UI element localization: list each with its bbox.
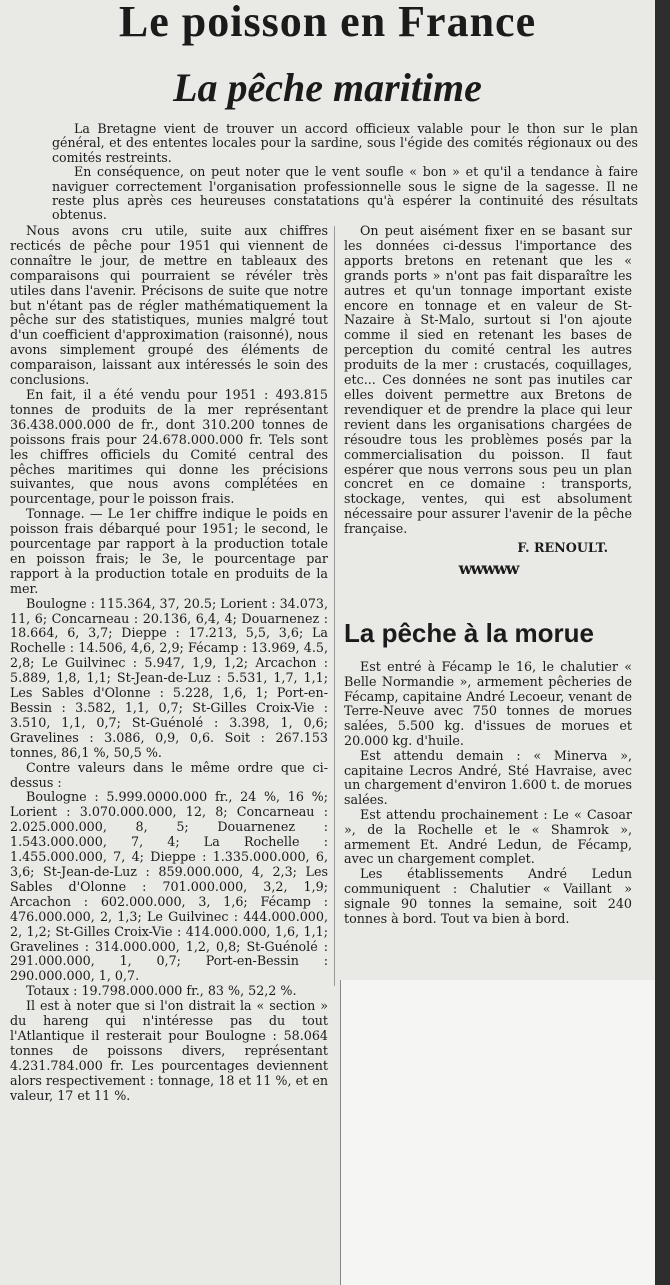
intro-paragraph: La Bretagne vient de trouver un accord officieux valable pour le thon sur le plan général, et des ententes locales pour la sardine, sous l'égide des comités régionaux ou des comités restreints. <box>52 121 638 165</box>
column-right <box>344 224 632 577</box>
paragraph: Contre valeurs dans le même ordre que ci-dessus : <box>10 759 328 790</box>
intro-paragraph: En conséquence, on peut noter que le vent soufle « bon » et qu'il a tendance à faire naviguer correctement l'organisation professionnelle sous le signe de la sagesse. Il ne reste plus après ces heureuses constatations qu'à espérer la continuité des résultats obtenus. <box>52 164 638 223</box>
separator-ornament: wwwww <box>458 558 518 578</box>
subheadline: La pêche maritime <box>173 65 482 110</box>
paragraph: Est attendu demain : « Minerva », capitaine Lecros André, Sté Havraise, avec un chargement d'environ 1.600 t. de morues salées. <box>344 747 632 808</box>
paragraph: On peut aisément fixer en se basant sur les données ci-dessus l'importance des apports bretons en retenant que les « grands ports » n'ont pas fait disparaître les autres et qu'un tonnage important existe encore en tonnage et en valeur de St-Nazaire à St-Malo, surtout si l'on ajoute comme il sied en retenant les bases de perception du comité central les autres produits de la mer : crustacés, coquillages, etc... Ces données ne sont pas inutiles car elles doivent permettre aux Bretons de revendiquer et de prendre la place qui leur revient dans les organisations chargées de résoudre tous les problèmes posés par la commercialisation du poisson. Il faut espérer que nous verrons sous peu un plan concret en ce domaine : transports, stockage, ventes, qui est absolument nécessaire pour assurer l'avenir de la pêche française. <box>344 223 632 537</box>
paragraph: Il est à noter que si l'on distrait la « section » du hareng qui n'intéresse pas du tout l'Atlantique il resterait pour Boulogne : 58.064 tonnes de poissons divers, représentant 4.231.784.000 fr. Les pourcentages deviennent alors respectivement : tonnage, 18 et 11 %, et en valeur, 17 et 11 %. <box>10 998 328 1103</box>
paragraph: Boulogne : 115.364, 37, 20.5; Lorient : 34.073, 11, 6; Concarneau : 20.136, 6,4, 4; Douarnenez : 18.664, 6, 3,7; Dieppe : 17.213, 5,5, 3,6; La Rochelle : 14.506, 4,6, 2,9; Fécamp : 13.969, 4.5, 2,8; Le Guilvinec : 5.947, 1,9, 1,2; Arcachon : 5.889, 1,8, 1,1; St-Jean-de-Luz : 5.531, 1,7, 1,1; Les Sables d'Olonne : 5.228, 1,6, 1; Port-en-Bessin : 3.582, 1,1, 0,7; St-Gilles Croix-Vie : 3.510, 1,1, 0,7; St-Guénolé : 3.398, 1, 0,6; Gravelines : 3.086, 0,9, 0,6. Soit : 267.153 tonnes, 86,1 %, 50,5 %. <box>10 595 329 760</box>
blank-area <box>340 980 670 1285</box>
paragraph: Est entré à Fécamp le 16, le chalutier « Belle Normandie », armement pêcheries de Fécamp, capitaine André Lecoeur, venant de Terre-Neuve avec 750 tonnes de morues salées, 5.500 kg. d'issues de morues et 20.000 kg. d'huile. <box>344 659 632 748</box>
column-left <box>10 224 328 1103</box>
column-divider <box>334 226 335 986</box>
background-edge <box>655 0 670 1285</box>
paragraph: En fait, il a été vendu pour 1951 : 493.815 tonnes de produits de la mer représentant 36.438.000.000 de fr., dont 310.200 tonnes de poissons frais pour 24.678.000.000 fr. Tels sont les chiffres officiels du Comité central des pêches maritimes qui donne les précisions suivantes, que nous avons complétées en pourcentage, pour le poisson frais. <box>10 386 328 507</box>
paragraph: Les établissements André Ledun communiquent : Chalutier « Vaillant » signale 90 tonnes la semaine, soit 240 tonnes à bord. Tout va bien à bord. <box>344 866 632 926</box>
section-title: La pêche à la morue <box>344 618 594 648</box>
paragraph: Tonnage. — Le 1er chiffre indique le poids en poisson frais débarqué pour 1951; le second, le pourcentage par rapport à la production totale en poisson frais; le 3e, le pourcentage par rapport à la production totale en produits de la mer. <box>10 506 328 596</box>
paragraph: Est attendu prochainement : Le « Casoar », de la Rochelle et le « Shamrok », armement Et. André Ledun, de Fécamp, avec un chargement complet. <box>344 806 632 867</box>
intro <box>52 122 638 223</box>
headline: Le poisson en France <box>118 0 537 46</box>
morue-column <box>344 660 632 926</box>
paragraph: Totaux : 19.798.000.000 fr., 83 %, 52,2 %. <box>26 983 297 999</box>
paragraph: Boulogne : 5.999.0000.000 fr., 24 %, 16 %; Lorient : 3.070.000.000, 12, 8; Concarneau : 2.025.000.000, 8, 5; Douarnenez : 1.543.000.000, 7, 4; La Rochelle : 1.455.000.000, 7, 4; Dieppe : 1.335.000.000, 6, 3,6; St-Jean-de-Luz : 859.000.000, 4, 2,3; Les Sables d'Olonne : 701.000.000, 3,2, 1,9; Arcachon : 602.000.000, 3, 1,6; Fécamp : 476.000.000, 2, 1,3; Le Guilvinec : 444.000.000, 2, 1,2; St-Gilles Croix-Vie : 414.000.000, 1,6, 1,1; Gravelines : 314.000.000, 1,2, 0,8; St-Guénolé : 291.000.000, 1, 0,7; Port-en-Bessin : 290.000.000, 1, 0,7. <box>10 789 328 984</box>
author-signature: F. RENOULT. <box>517 540 608 556</box>
paragraph: Nous avons cru utile, suite aux chiffres recticés de pêche pour 1951 qui viennent de connaître le jour, de mettre en tableaux des comparaisons qui pourraient se révéler très utiles dans l'avenir. Précisons de suite que notre but n'étant pas de régler mathématiquement la pêche sur des statistiques, munies malgré tout d'un coefficient d'approximation (raisonné), nous avons simplement groupé des éléments de comparaison, laissant aux intéressés le soin des conclusions. <box>10 223 328 388</box>
